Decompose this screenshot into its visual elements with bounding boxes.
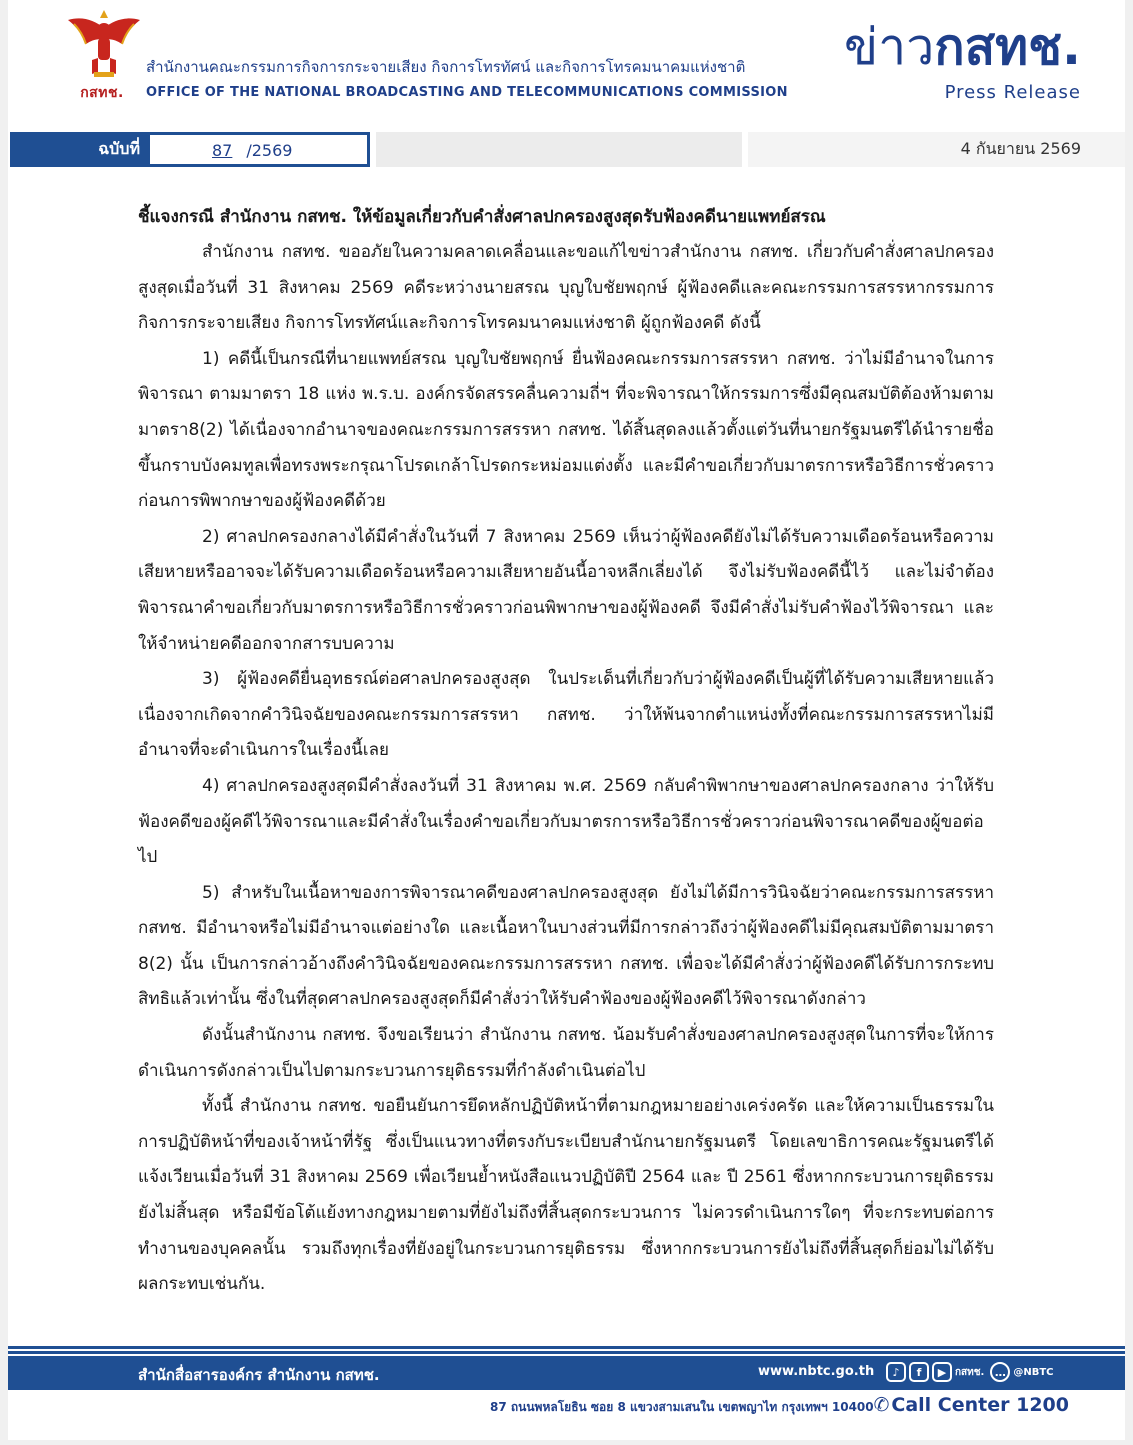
- release-date: 4 กันยายน 2569: [960, 139, 1081, 158]
- article-paragraph: 5) สำหรับในเนื้อหาของการพิจารณาคดีของศาลปกครองสูงสุด ยังไม่ได้มีการวินิจฉัยว่าคณะกรรมการสรรหา กสทช. มีอำนาจหรือไม่มีอำนาจแต่อย่างใด และเนื้อหาในบางส่วนที่มีการกล่าวถึงว่าผู้ฟ้องคดีไม่มีคุณสมบัติตามมาตรา 8(2) นั้น เป็นการกล่าวอ้างถึงคำวินิจฉัยของคณะกรรมการสรรหา กสทช. เพื่อจะได้มีคำสั่งว่าผู้ฟ้องคดีได้รับการกระทบสิทธิแล้วเท่านั้น ซึ่งในที่สุดศาลปกครองสูงสุดก็มีคำสั่งว่าให้รับคำฟ้องของผู้ฟ้องคดีไว้พิจารณาดังกล่าว: [138, 882, 994, 1010]
- logo-caption: กสทช.: [80, 85, 124, 101]
- article-paragraph: สำนักงาน กสทช. ขออภัยในความคลาดเคลื่อนและขอแก้ไขข่าวสำนักงาน กสทช. เกี่ยวกับคำสั่งศาลปกครองสูงสุดเมื่อวันที่ 31 สิงหาคม 2569 คดีระหว่างนายสรณ บุญใบชัยพฤกษ์ ผู้ฟ้องคดีและคณะกรรมการสรรหากรรมการกิจการกระจายเสียง กิจการโทรทัศน์และกิจการโทรคมนาคมแห่งชาติ ผู้ถูกฟ้องคดี ดังนี้: [138, 242, 994, 334]
- news-title: [843, 18, 1081, 76]
- org-name-thai: สำนักงานคณะกรรมการกิจการกระจายเสียง กิจการโทรทัศน์ และกิจการโทรคมนาคมแห่งชาติ: [146, 58, 746, 76]
- press-release-page: [8, 0, 1125, 1440]
- footer-divider: [8, 1346, 1125, 1349]
- footer-divider: [8, 1351, 1125, 1354]
- social-page-name: กสทช.: [955, 1366, 985, 1378]
- phone-icon: ✆: [873, 1394, 890, 1416]
- line-icon[interactable]: …: [990, 1362, 1010, 1382]
- news-title-brand: กสทช.: [934, 18, 1081, 76]
- article-paragraph: 3) ผู้ฟ้องคดียื่นอุทธรณ์ต่อศาลปกครองสูงสุด ในประเด็นที่เกี่ยวกับว่าผู้ฟ้องคดีเป็นผู้ที่ได้รับความเสียหายแล้วเนื่องจากเกิดจากคำวินิจฉัยของคณะกรรมการสรรหา กสทช. ว่าให้พ้นจากตำแหน่งทั้งที่คณะกรรมการสรรหาไม่มีอำนาจที่จะดำเนินการในเรื่องนี้เลย: [138, 669, 994, 761]
- press-release-label: Press Release: [944, 82, 1081, 103]
- issue-label: ฉบับที่: [10, 132, 150, 167]
- news-title-prefix: ข่าว: [843, 18, 935, 76]
- article-body: [138, 200, 994, 1303]
- facebook-icon[interactable]: f: [909, 1362, 929, 1382]
- footer-unit: สำนักสื่อสารองค์กร สำนักงาน กสทช.: [138, 1366, 380, 1384]
- article-paragraph: 1) คดีนี้เป็นกรณีที่นายแพทย์สรณ บุญใบชัยพฤกษ์ ยื่นฟ้องคณะกรรมการสรรหา กสทช. ว่าไม่มีอำนาจในการพิจารณา ตามมาตรา 18 แห่ง พ.ร.บ. องค์กรจัดสรรคลื่นความถี่ฯ ที่จะพิจารณาให้กรรมการซึ่งมีคุณสมบัติต้องห้ามตามมาตรา8(2) ได้เนื่องจากอำนาจของคณะกรรมการสรรหา กสทช. ได้สิ้นสุดลงแล้วตั้งแต่วันที่นายกรัฐมนตรีได้นำรายชื่อขึ้นกราบบังคมทูลเพื่อทรงพระกรุณาโปรดเกล้าโปรดกระหม่อมแต่งตั้ง และมีคำขอเกี่ยวกับมาตรการหรือวิธีการชั่วคราวก่อนการพิพากษาของผู้ฟ้องคดีด้วย: [138, 348, 994, 512]
- issue-bar-spacer: [376, 132, 742, 167]
- issue-year: /2569: [246, 141, 293, 160]
- issue-number-box: [150, 132, 370, 167]
- call-center[interactable]: [873, 1394, 1069, 1416]
- garuda-emblem-icon: [64, 10, 144, 80]
- article-paragraph: 2) ศาลปกครองกลางได้มีคำสั่งในวันที่ 7 สิงหาคม 2569 เห็นว่าผู้ฟ้องคดียังไม่ได้รับความเดือดร้อนหรือความเสียหายหรืออาจจะได้รับความเดือดร้อนหรือความเสียหายอันนี้อาจหลีกเลี่ยงได้ จึงไม่รับฟ้องคดีนี้ไว้ และไม่จำต้องพิจารณาคำขอเกี่ยวกับมาตรการหรือวิธีการชั่วคราวก่อนพิพากษาของผู้ฟ้องคดี จึงมีคำสั่งไม่รับคำฟ้องไว้พิจารณา และให้จำหน่ายคดีออกจากสารบบความ: [138, 526, 994, 654]
- youtube-icon[interactable]: ▶: [932, 1362, 952, 1382]
- line-id: @NBTC: [1013, 1366, 1054, 1378]
- article-paragraph: 4) ศาลปกครองสูงสุดมีคำสั่งลงวันที่ 31 สิงหาคม พ.ศ. 2569 กลับคำพิพากษาของศาลปกครองกลาง ว่าให้รับฟ้องคดีของผู้คดีไว้พิจารณาและมีคำสั่งในเรื่องคำขอเกี่ยวกับมาตรการหรือวิธีการชั่วคราวก่อนพิจารณาคดีของผู้ขอต่อไป: [138, 775, 994, 868]
- footer-website-link[interactable]: www.nbtc.go.th: [758, 1364, 875, 1379]
- issue-number: 87: [212, 141, 233, 160]
- org-name-english: OFFICE OF THE NATIONAL BROADCASTING AND TELECOMMUNICATIONS COMMISSION: [146, 85, 788, 100]
- footer-address: 87 ถนนพหลโยธิน ซอย 8 แขวงสามเสนใน เขตพญาไท กรุงเทพฯ 10400: [490, 1400, 874, 1414]
- social-links: [886, 1362, 1060, 1382]
- call-center-label: Call Center 1200: [891, 1394, 1069, 1416]
- article-headline: ชี้แจงกรณี สำนักงาน กสทช. ให้ข้อมูลเกี่ยวกับคำสั่งศาลปกครองสูงสุดรับฟ้องคดีนายแพทย์สรณ: [138, 207, 826, 227]
- footer-bar: [8, 1356, 1125, 1390]
- article-paragraph: ดังนั้นสำนักงาน กสทช. จึงขอเรียนว่า สำนักงาน กสทช. น้อมรับคำสั่งของศาลปกครองสูงสุดในการที่จะให้การดำเนินการดังกล่าวเป็นไปตามกระบวนการยุติธรรมที่กำลังดำเนินต่อไป: [138, 1025, 994, 1081]
- tiktok-icon[interactable]: ♪: [886, 1362, 906, 1382]
- article-paragraph: ทั้งนี้ สำนักงาน กสทช. ขอยืนยันการยึดหลักปฏิบัติหน้าที่ตามกฎหมายอย่างเคร่งครัด และให้ความเป็นธรรมในการปฏิบัติหน้าที่ของเจ้าหน้าที่รัฐ ซึ่งเป็นแนวทางที่ตรงกับระเบียบสำนักนายกรัฐมนตรี โดยเลขาธิการคณะรัฐมนตรีได้แจ้งเวียนเมื่อวันที่ 31 สิงหาคม 2569 เพื่อเวียนย้ำหนังสือแนวปฏิบัติปี 2564 และ ปี 2561 ซึ่งหากกระบวนการยุติธรรมยังไม่สิ้นสุด หรือมีข้อโต้แย้งทางกฎหมายตามที่ยังไม่ถึงที่สิ้นสุดกระบวนการ ไม่ควรดำเนินการใดๆ ที่จะกระทบต่อการทำงานของบุคคลนั้น รวมถึงทุกเรื่องที่ยังอยู่ในกระบวนการยุติธรรม ซึ่งหากกระบวนการยังไม่ถึงที่สิ้นสุดก็ย่อมไม่ได้รับผลกระทบเช่นกัน.: [138, 1096, 994, 1295]
